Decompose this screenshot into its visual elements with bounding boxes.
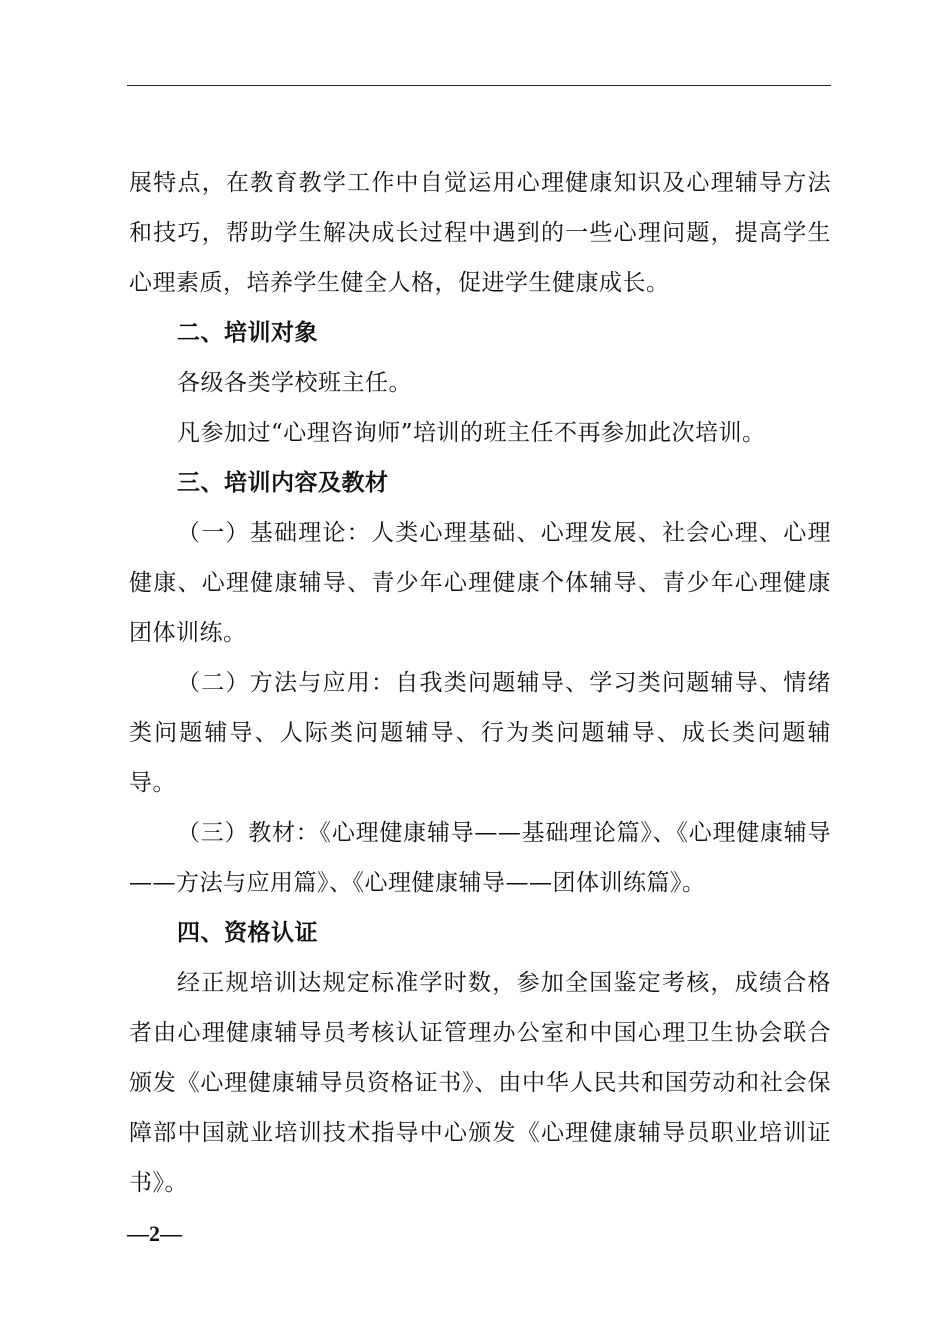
paragraph-target-schools: 各级各类学校班主任。 — [177, 370, 412, 396]
paragraph-methods-application: （二）方法与应用：自我类问题辅导、学习类问题辅导、情绪类问题辅导、人际类问题辅导、行为类问题辅导、成长类问题辅导。 — [129, 670, 831, 796]
paragraph-basic-theory: （一）基础理论：人类心理基础、心理发展、社会心理、心理健康、心理健康辅导、青少年心理健康个体辅导、青少年心理健康团体训练。 — [129, 520, 831, 646]
page-number: —2— — [127, 1221, 182, 1246]
header-rule — [127, 85, 831, 86]
paragraph-certification: 经正规培训达规定标准学时数，参加全国鉴定考核，成绩合格者由心理健康辅导员考核认证管理办公室和中国心理卫生协会联合颁发《心理健康辅导员资格证书》、由中华人民共和国劳动和社会保障部中国就业培训技术指导中心颁发《心理健康辅导员职业培训证书》。 — [129, 970, 831, 1196]
paragraph-continuation: 展特点，在教育教学工作中自觉运用心理健康知识及心理辅导方法和技巧，帮助学生解决成长过程中遇到的一些心理问题，提高学生心理素质，培养学生健全人格，促进学生健康成长。 — [129, 170, 831, 296]
section-heading-training-target: 二、培训对象 — [177, 320, 318, 346]
paragraph-target-exclusion: 凡参加过“心理咨询师”培训的班主任不再参加此次培训。 — [177, 420, 766, 446]
section-heading-certification: 四、资格认证 — [177, 920, 318, 946]
section-heading-content-materials: 三、培训内容及教材 — [177, 470, 389, 496]
paragraph-textbooks: （三）教材：《心理健康辅导——基础理论篇》、《心理健康辅导——方法与应用篇》、《心理健康辅导——团体训练篇》。 — [129, 820, 831, 896]
document-body — [129, 158, 831, 1208]
